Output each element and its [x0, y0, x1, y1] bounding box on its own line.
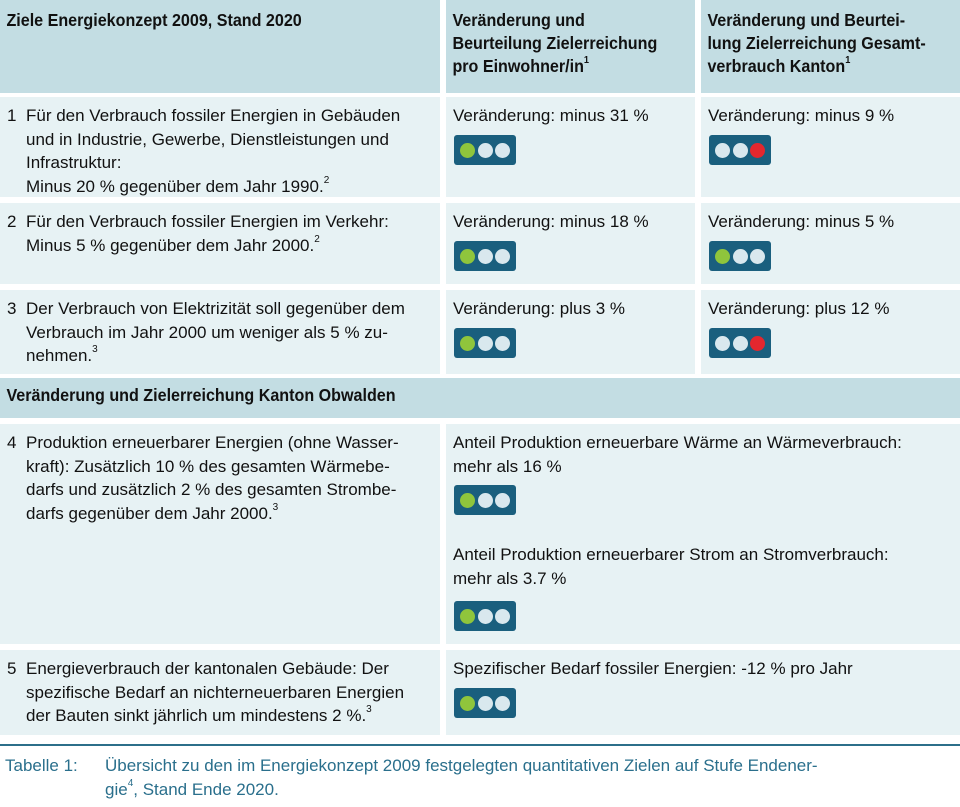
table-caption: [5, 754, 955, 804]
header-per-capita-line: pro Einwohner/in: [452, 56, 584, 76]
row-1-per-capita: [446, 97, 695, 197]
caption-line: , Stand Ende 2020.: [133, 779, 279, 799]
header-col-total: [701, 0, 960, 93]
result-line: Anteil Produktion erneuerbare Wärme an Wärmeverbrauch:: [453, 433, 902, 452]
row-number: 4: [7, 433, 17, 452]
goal-line: kraft): Zusätzlich 10 % des gesamten Wärmebe-: [26, 456, 390, 476]
result-line: Spezifischer Bedarf fossiler Energien: -12 % pro Jahr: [453, 659, 853, 678]
header-col-per-capita: [446, 0, 695, 93]
result-text: Veränderung: minus 5 %: [708, 212, 895, 231]
goal-line: darfs gegenüber dem Jahr 2000.: [26, 503, 273, 523]
result-text: Veränderung: minus 9 %: [708, 106, 895, 125]
traffic-light-icon: [709, 241, 771, 271]
footnote-ref: 3: [366, 704, 372, 716]
header-per-capita-line: Veränderung und: [452, 10, 585, 30]
goal-line: Energieverbrauch der kantonalen Gebäude: Der: [26, 659, 389, 678]
goal-line: Minus 20 % gegenüber dem Jahr 1990.: [26, 176, 324, 196]
header-total-line: Veränderung und Beurtei-: [707, 10, 906, 30]
result-text: Veränderung: minus 31 %: [453, 106, 649, 125]
row-5-result: [446, 650, 960, 735]
caption-label: Tabelle 1:: [5, 756, 78, 775]
result-line: mehr als 3.7 %: [453, 568, 567, 588]
section-header: [0, 378, 960, 418]
row-number: 3: [7, 299, 17, 318]
row-number: 5: [7, 659, 17, 678]
caption-line: Übersicht zu den im Energiekonzept 2009 festgelegten quantitativen Zielen auf Stufe Endener-: [105, 756, 818, 775]
header-col-goals: [0, 0, 440, 93]
footnote-ref: 2: [314, 233, 320, 245]
row-number: 1: [7, 106, 17, 125]
footnote-ref: 4: [127, 777, 134, 789]
result-text: Veränderung: minus 18 %: [453, 212, 649, 231]
goal-line: spezifische Bedarf an nichterneuerbaren Energien: [26, 682, 405, 702]
traffic-light-icon: [454, 135, 516, 165]
row-2-goal: [0, 203, 440, 284]
row-4-result: [446, 424, 960, 644]
row-3-per-capita: [446, 290, 695, 374]
footnote-ref: 3: [92, 344, 98, 356]
goal-line: Infrastruktur:: [26, 153, 122, 172]
row-3-goal: [0, 290, 440, 374]
goal-line: und in Industrie, Gewerbe, Dienstleistungen und: [26, 129, 389, 149]
row-5-goal: [0, 650, 440, 735]
section-title: Veränderung und Zielerreichung Kanton Obwalden: [6, 385, 396, 405]
row-2-total: [701, 203, 960, 284]
header-total-line: lung Zielerreichung Gesamt-: [707, 33, 926, 53]
footnote-ref: 2: [323, 174, 330, 186]
traffic-light-icon: [709, 328, 771, 358]
goal-line: nehmen.: [26, 346, 93, 365]
row-3-total: [701, 290, 960, 374]
row-1-goal: [0, 97, 440, 197]
goal-line: Verbrauch im Jahr 2000 um weniger als 5 % zu-: [26, 322, 388, 342]
result-line: mehr als 16 %: [453, 456, 562, 476]
row-1-total: [701, 97, 960, 197]
table-bottom-rule: [0, 744, 960, 746]
footnote-ref: 1: [845, 55, 851, 67]
goal-line: Für den Verbrauch fossiler Energien in Gebäuden: [26, 106, 401, 125]
result-text: Veränderung: plus 12 %: [708, 299, 890, 318]
goal-line: Der Verbrauch von Elektrizität soll gegenüber dem: [26, 299, 405, 318]
traffic-light-icon: [454, 241, 516, 271]
result-text: Veränderung: plus 3 %: [453, 299, 626, 318]
row-number: 2: [7, 212, 17, 231]
goal-line: Minus 5 % gegenüber dem Jahr 2000.: [26, 235, 315, 255]
goal-line: darfs und zusätzlich 2 % des gesamten Strombe-: [26, 480, 397, 499]
traffic-light-icon: [454, 601, 516, 631]
result-line: Anteil Produktion erneuerbarer Strom an Stromverbrauch:: [453, 545, 889, 564]
goal-line: Für den Verbrauch fossiler Energien im Verkehr:: [26, 212, 389, 231]
header-per-capita-line: Beurteilung Zielerreichung: [452, 33, 658, 53]
traffic-light-icon: [454, 485, 516, 515]
header-total-line: verbrauch Kanton: [707, 56, 846, 76]
footnote-ref: 1: [583, 55, 590, 67]
traffic-light-icon: [454, 688, 516, 718]
row-4-goal: [0, 424, 440, 644]
caption-line: gie: [105, 779, 128, 799]
header-goals-title: Ziele Energiekonzept 2009, Stand 2020: [6, 10, 302, 30]
footnote-ref: 3: [272, 501, 279, 513]
traffic-light-icon: [709, 135, 771, 165]
row-2-per-capita: [446, 203, 695, 284]
goal-line: der Bauten sinkt jährlich um mindestens 2 %.: [26, 706, 367, 725]
traffic-light-icon: [454, 328, 516, 358]
goal-line: Produktion erneuerbarer Energien (ohne Wasser-: [26, 433, 399, 452]
